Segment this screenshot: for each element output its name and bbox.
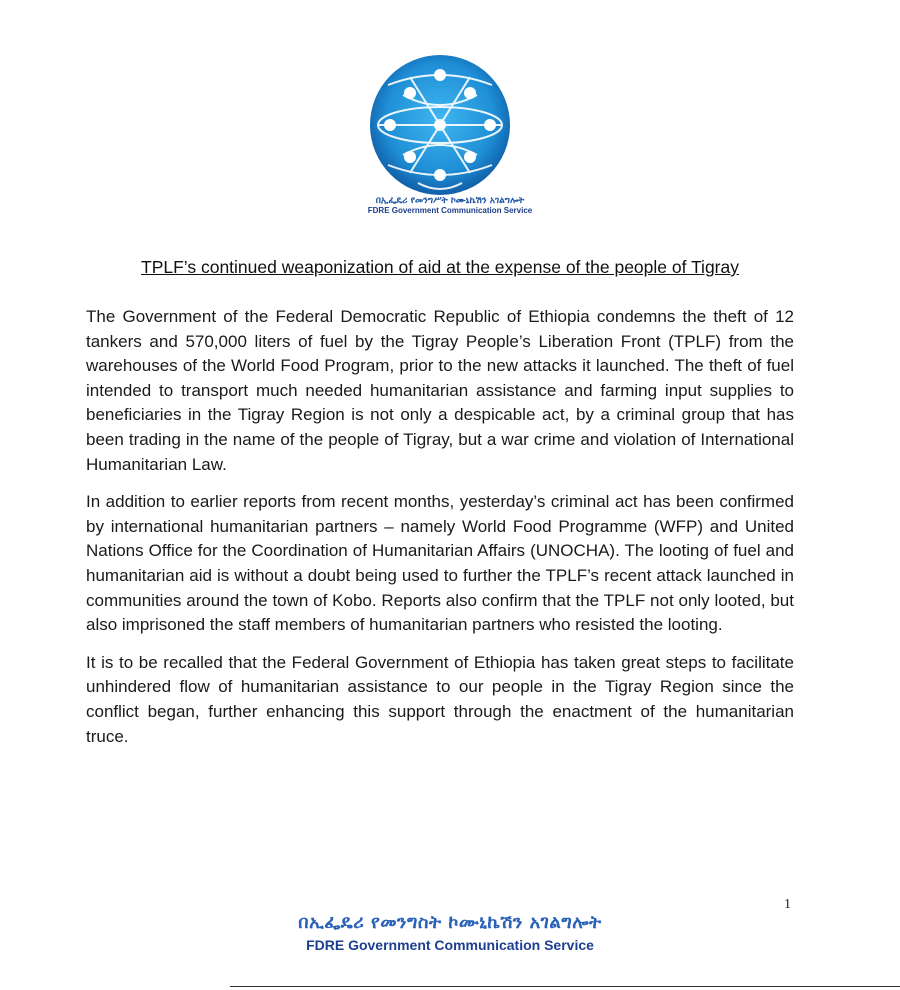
footer — [200, 912, 700, 953]
bottom-divider — [230, 986, 900, 987]
fdre-gcs-logo-icon — [348, 55, 548, 205]
logo-amharic-text: በኢፌዴሪ የመንግሥት ኮሙኒኬሽን አገልግሎት — [375, 196, 525, 206]
page-number: 1 — [784, 897, 791, 912]
logo-caption — [300, 196, 600, 216]
footer-english-text: FDRE Government Communication Service — [306, 937, 594, 953]
document-title: TPLF’s continued weaponization of aid at the expense of the people of Tigray — [141, 257, 739, 277]
footer-amharic-text: በኢፌዴሪ የመንግስት ኮሙኒኬሽን አገልግሎት — [298, 912, 602, 933]
body-paragraph: The Government of the Federal Democratic Republic of Ethiopia condemns the theft of 12 tankers and 570,000 liters of fuel by the Tigray People’s Liberation Front (TPLF) from the warehouses of the World Food Program, prior to the new attacks it launched. The theft of fuel intended to transport much needed humanitarian assistance and farming input supplies to beneficiaries in the Tigray Region is not only a despicable act, by a criminal group that has been trading in the name of the people of Tigray, but a war crime and violation of International Humanitarian Law. — [86, 307, 794, 474]
body-paragraph: It is to be recalled that the Federal Government of Ethiopia has taken great steps to facilitate unhindered flow of humanitarian assistance to our people in the Tigray Region since the conflict began, further enhancing this support through the enactment of the humanitarian truce. — [86, 652, 794, 746]
logo-english-text: FDRE Government Communication Service — [367, 206, 533, 216]
body-paragraph: In addition to earlier reports from recent months, yesterday’s criminal act has been confirmed by international humanitarian partners – namely World Food Programme (WFP) and United Nations Office for the Coordination of Humanitarian Affairs (UNOCHA). The looting of fuel and humanitarian aid is without a doubt being used to further the TPLF’s recent attack launched in communities around the town of Kobo. Reports also confirm that the TPLF not only looted, but also imprisoned the staff members of humanitarian partners who resisted the looting. — [86, 492, 794, 635]
document-body — [86, 305, 794, 762]
